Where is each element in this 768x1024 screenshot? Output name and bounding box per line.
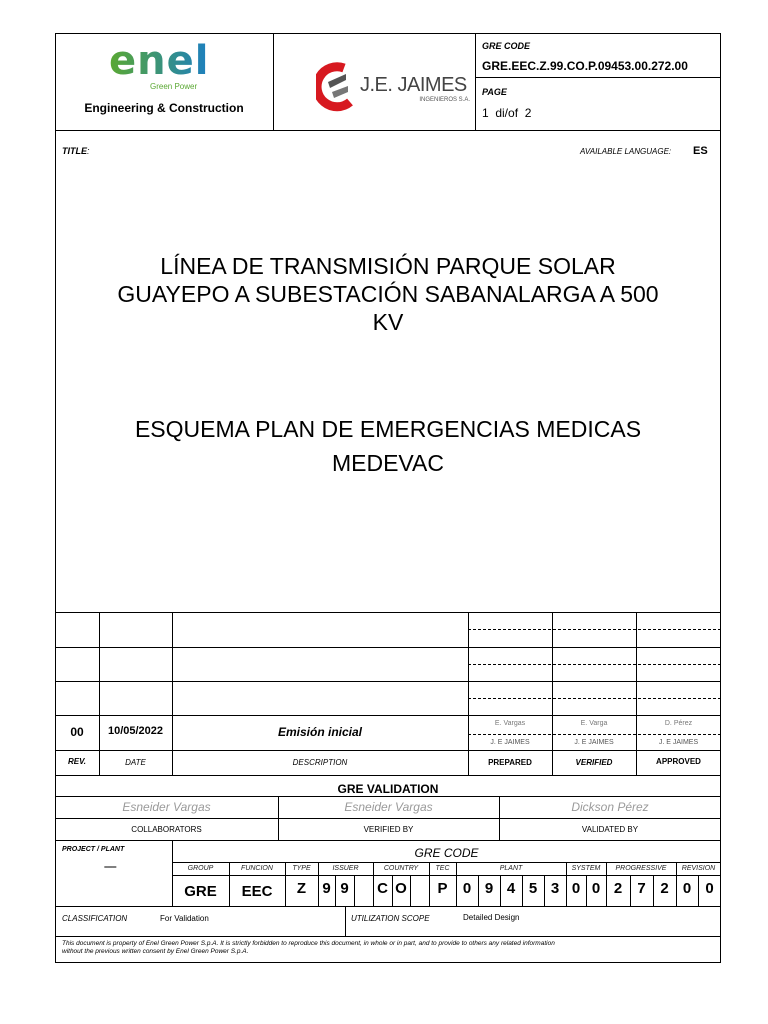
code-char: 0 xyxy=(705,880,714,897)
disclaimer-line-1: This document is property of Enel Green Power S.p.A. It is strictly forbidden to reproduce this document, in whole or in part, and to provide to others any related information xyxy=(62,940,555,947)
code-char: 0 xyxy=(682,880,692,897)
code-grid-bottom xyxy=(55,906,721,907)
code-char: 9 xyxy=(340,880,349,897)
code-char: 5 xyxy=(528,880,538,897)
code-grid-line-1 xyxy=(172,862,721,863)
validation-title: GRE VALIDATION xyxy=(337,782,439,796)
code-header-group: GROUP xyxy=(187,865,214,872)
header-bottom-line xyxy=(55,130,721,131)
code-header-plant: PLANT xyxy=(499,865,523,872)
classification-divider xyxy=(345,906,346,936)
verified-by-label: VERIFIED BY xyxy=(363,825,414,834)
rev-prepared-org: J. E JAIMES xyxy=(490,739,530,746)
code-grid-title: GRE CODE xyxy=(414,846,479,860)
enel-logo-mark xyxy=(105,38,225,88)
rev-verified-org: J. E JAIMES xyxy=(574,739,614,746)
code-char: 3 xyxy=(550,880,560,897)
rev-col-5 xyxy=(636,612,637,775)
rev-row-line-4 xyxy=(55,750,721,751)
code-char: 7 xyxy=(637,880,646,897)
validation-line-2 xyxy=(55,818,721,819)
rev-dash-2 xyxy=(468,664,721,665)
collaborators-label: COLLABORATORS xyxy=(131,825,202,834)
rev-col-3 xyxy=(468,612,469,775)
rev-header-date: DATE xyxy=(125,758,146,767)
rev-dash-4 xyxy=(468,734,721,735)
document-subtitle-line-2: MEDEVAC xyxy=(331,450,445,476)
page-value: 1 di/of 2 xyxy=(482,106,532,120)
document-subtitle-line-1: ESQUEMA PLAN DE EMERGENCIAS MEDICAS xyxy=(134,416,642,442)
available-language-value: ES xyxy=(693,145,708,157)
gre-code-label: GRE CODE xyxy=(482,41,531,51)
classification-value: For Validation xyxy=(160,914,209,923)
code-header-revision: REVISION xyxy=(681,865,716,872)
validation-line-1 xyxy=(55,796,721,797)
rev-header-verified: VERIFIED xyxy=(575,758,613,767)
gre-code-value: GRE.EEC.Z.99.CO.P.09453.00.272.00 xyxy=(482,59,688,73)
code-char: 0 xyxy=(591,880,601,897)
enel-subtitle: Green Power xyxy=(150,82,198,91)
validated-by-label: VALIDATED BY xyxy=(581,825,639,834)
collaborators-name: Esneider Vargas xyxy=(122,800,211,814)
department-label: Engineering & Construction xyxy=(84,101,244,115)
rev-row-line-2 xyxy=(55,681,721,682)
rev-description: Emisión inicial xyxy=(277,725,363,739)
disclaimer xyxy=(62,940,718,956)
code-char: 2 xyxy=(660,880,669,897)
enel-logo xyxy=(105,38,225,88)
available-language-label: AVAILABLE LANGUAGE: xyxy=(580,147,672,156)
code-char: 0 xyxy=(571,880,581,897)
document-title-line-2: GUAYEPO A SUBESTACIÓN SABANALARGA A 500 xyxy=(117,281,659,307)
header-divider-1 xyxy=(273,33,274,130)
code-char: P xyxy=(437,880,448,897)
document-title-line-1: LÍNEA DE TRANSMISIÓN PARQUE SOLAR xyxy=(160,253,616,279)
utilization-scope-value: Detailed Design xyxy=(463,913,520,922)
rev-col-2 xyxy=(172,612,173,775)
code-char-line xyxy=(354,875,355,906)
title-label: TITLE: xyxy=(62,146,90,156)
classification-bottom xyxy=(55,936,721,937)
code-grid-line-2 xyxy=(172,875,721,876)
rev-col-1 xyxy=(99,612,100,775)
document-title-line-3: KV xyxy=(372,309,404,335)
code-char: O xyxy=(395,880,407,897)
jaimes-logo-icon xyxy=(316,62,356,118)
rev-dash-3 xyxy=(468,698,721,699)
code-header-system: SYSTEM xyxy=(571,865,601,872)
validated-by-name: Dickson Pérez xyxy=(571,800,649,814)
page-label: PAGE xyxy=(482,87,507,97)
header-code-divider xyxy=(475,77,721,78)
code-header-type: TYPE xyxy=(292,865,311,872)
code-char: 4 xyxy=(506,880,516,897)
rev-prepared-name: E. Vargas xyxy=(494,720,526,727)
rev-approved-name: D. Pérez xyxy=(664,720,693,727)
code-value-group: GRE xyxy=(184,883,217,900)
code-header-country: COUNTRY xyxy=(383,865,419,872)
code-char: 2 xyxy=(613,880,623,897)
rev-date: 10/05/2022 xyxy=(107,725,164,737)
document-subtitle xyxy=(60,412,716,480)
document-frame xyxy=(55,33,721,963)
enel-logo-text: enel xyxy=(109,38,210,84)
jaimes-subtitle: INGENIEROS S.A. xyxy=(419,97,470,103)
code-char: Z xyxy=(296,880,307,897)
utilization-scope-label: UTILIZATION SCOPE xyxy=(351,914,430,923)
code-header-issuer: ISSUER xyxy=(332,865,359,872)
rev-header-description: DESCRIPTION xyxy=(292,758,348,767)
code-char: 0 xyxy=(462,880,472,897)
project-plant-label: PROJECT / PLANT xyxy=(62,846,125,853)
rev-table-top xyxy=(55,612,721,613)
code-value-funcion: EEC xyxy=(241,883,273,900)
document-title xyxy=(60,252,716,336)
rev-row-line-1 xyxy=(55,647,721,648)
verified-by-name: Esneider Vargas xyxy=(344,800,433,814)
rev-header-prepared: PREPARED xyxy=(488,758,532,767)
rev-approved-org: J. E JAIMES xyxy=(658,739,699,746)
rev-col-4 xyxy=(552,612,553,775)
header-divider-2 xyxy=(475,33,476,130)
rev-dash-1 xyxy=(468,629,721,630)
code-header-progressive: PROGRESSIVE xyxy=(615,865,667,872)
code-char: 9 xyxy=(484,880,494,897)
classification-label: CLASSIFICATION xyxy=(62,914,128,923)
rev-header-approved: APPROVED xyxy=(656,757,701,766)
rev-verified-name: E. Varga xyxy=(580,720,608,727)
rev-header-rev: REV. xyxy=(68,757,86,766)
rev-row-line-3 xyxy=(55,715,721,716)
validation-line-3 xyxy=(55,840,721,841)
code-char: 9 xyxy=(322,880,331,897)
code-char-line xyxy=(410,875,411,906)
code-char: C xyxy=(377,880,388,897)
code-header-tec: TEC xyxy=(435,865,450,872)
project-plant-value: ------- xyxy=(104,862,116,871)
rev-number: 00 xyxy=(70,725,84,739)
rev-row-line-5 xyxy=(55,775,721,776)
disclaimer-line-2: without the previous written consent by Enel Green Power S.p.A. xyxy=(62,948,249,955)
jaimes-name: J.E. JAIMES xyxy=(360,74,467,96)
code-header-funcion: FUNCION xyxy=(241,865,273,872)
